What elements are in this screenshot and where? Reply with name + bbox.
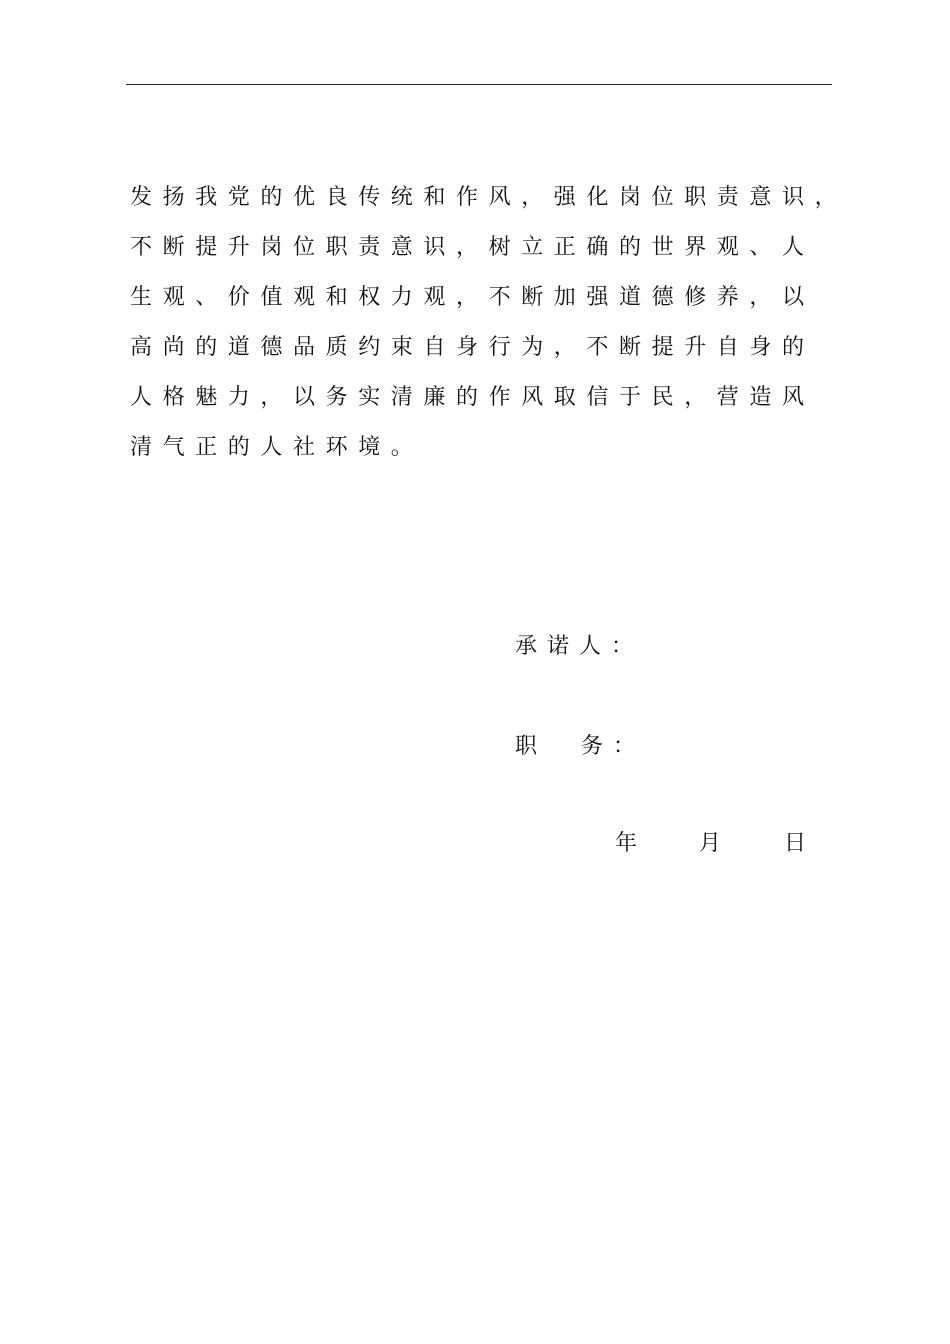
body-line: 不断提升岗位职责意识，树立正确的世界观、人 <box>130 235 815 260</box>
header-rule <box>126 84 832 85</box>
promiser-label: 承诺人： <box>515 634 644 659</box>
position-label-rest: 务： <box>581 734 646 759</box>
body-line: 生观、价值观和权力观，不断加强道德修养，以 <box>130 285 815 310</box>
position-label-first: 职 <box>515 734 548 759</box>
date-month-label: 月 <box>699 831 722 856</box>
date-year-label: 年 <box>615 831 638 856</box>
body-line: 清气正的人社环境。 <box>130 435 424 460</box>
body-line: 人格魅力，以务实清廉的作风取信于民，营造风 <box>130 385 815 410</box>
body-line: 发扬我党的优良传统和作风，强化岗位职责意识， <box>130 185 848 210</box>
pledge-body <box>130 178 850 478</box>
date-day-label: 日 <box>784 831 807 856</box>
body-line: 高尚的道德品质约束自身行为，不断提升自身的 <box>130 335 815 360</box>
position-label <box>515 732 645 762</box>
